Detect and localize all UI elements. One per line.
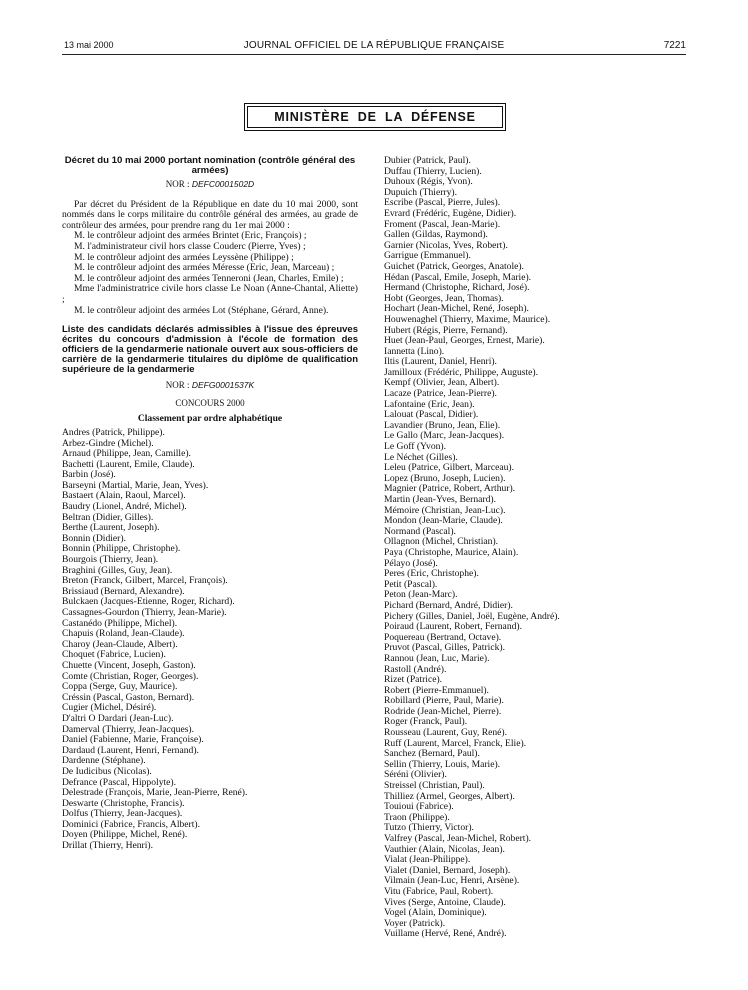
- candidate-name: Le Goff (Yvon).: [384, 441, 447, 453]
- candidate-name: Martin (Jean-Yves, Bernard).: [384, 494, 496, 505]
- candidate-name: Vialet (Daniel, Bernard, Joseph).: [384, 864, 511, 876]
- liste-nor-code: DEFG0001537K: [191, 380, 255, 391]
- candidate-name: Tutzo (Thierry, Victor).: [384, 822, 474, 834]
- candidate-name: Lavandier (Bruno, Jean, Elie).: [384, 419, 501, 431]
- candidate-name: Sanchez (Bernard, Paul).: [384, 748, 480, 760]
- candidate-name: Le Néchet (Gilles).: [384, 451, 458, 463]
- candidate-name: Berthe (Laurent, Joseph).: [62, 522, 160, 534]
- candidate-name: Doyen (Philippe, Michel, René).: [62, 829, 188, 841]
- candidate-name: Magnier (Patrice, Robert, Arthur).: [384, 483, 516, 495]
- candidate-name: Bonnin (Philippe, Christophe).: [62, 543, 181, 555]
- candidate-name: Paya (Christophe, Maurice, Alain).: [384, 546, 519, 558]
- candidate-name: Hubert (Régis, Pierre, Fernand).: [384, 324, 508, 336]
- candidate-name: De Iudicibus (Nicolas).: [62, 765, 152, 777]
- decree-item: M. le contrôleur adjoint des armées Lot (Stéphane, Gérard, Anne).: [74, 304, 329, 316]
- candidate-name: Bourgois (Thierry, Jean).: [62, 554, 159, 566]
- candidate-name: Petit (Pascal).: [384, 578, 438, 590]
- candidate-name: Streissel (Christian, Paul).: [384, 780, 485, 792]
- candidate-name: Bachetti (Laurent, Emile, Claude).: [62, 458, 195, 470]
- candidate-name: Mémoire (Christian, Jean-Luc).: [384, 504, 506, 516]
- candidate-name: Arnaud (Philippe, Jean, Camille).: [62, 448, 191, 460]
- decree-item: M. le contrôleur adjoint des armées Méresse (Eric, Jean, Marceau) ;: [74, 262, 335, 274]
- candidate-name: Daniel (Fabienne, Marie, Françoise).: [62, 734, 204, 746]
- candidate-name: Jamilloux (Frédéric, Philippe, Auguste).: [384, 366, 539, 378]
- candidate-name: Garnier (Nicolas, Yves, Robert).: [384, 239, 508, 251]
- decree-item: M. le contrôleur adjoint des armées Brintet (Eric, François) ;: [74, 230, 307, 242]
- candidate-name: Peres (Eric, Christophe).: [384, 568, 479, 580]
- candidate-name: Dolfus (Thierry, Jean-Jacques).: [62, 808, 183, 820]
- candidate-name: Mondon (Jean-Marie, Claude).: [384, 515, 503, 527]
- candidate-name: Vauthier (Alain, Nicolas, Jean).: [384, 843, 505, 855]
- candidate-name: Escribe (Pascal, Pierre, Jules).: [384, 197, 501, 209]
- candidate-name: Normand (Pascal).: [384, 525, 456, 537]
- candidate-name: Lacaze (Patrice, Jean-Pierre).: [384, 388, 497, 400]
- candidate-name: Pélayo (José).: [384, 557, 438, 569]
- candidate-name: Castanédo (Philippe, Michel).: [62, 617, 178, 629]
- candidate-name: Charoy (Jean-Claude, Albert).: [62, 638, 178, 650]
- candidate-name: Chapuis (Roland, Jean-Claude).: [62, 628, 185, 640]
- candidate-name: Damerval (Thierry, Jean-Jacques).: [62, 723, 195, 735]
- candidate-name: Andres (Patrick, Philippe).: [62, 426, 165, 438]
- candidate-name: Pichery (Gilles, Daniel, Joël, Eugène, André).: [384, 610, 560, 622]
- candidate-name: Froment (Pascal, Jean-Marie).: [384, 218, 501, 230]
- candidate-name: Lopez (Bruno, Joseph, Lucien).: [384, 472, 506, 484]
- candidate-name: Chuette (Vincent, Joseph, Gaston).: [62, 659, 196, 671]
- candidate-name: Cugier (Michel, Désiré).: [62, 702, 157, 714]
- liste-title: Liste des candidats déclarés admissibles à l'issue des épreuves écrites du concours d'admission à l'école de formation des officiers de la gendarmerie nationale ouvert aux sous-officiers de carrière de la gendarmerie titulaires du diplôme de qualification supérieure de la gendarmerie: [62, 324, 358, 376]
- candidate-name: Vialat (Jean-Philippe).: [384, 854, 471, 866]
- candidate-name: Iltis (Laurent, Daniel, Henri).: [384, 356, 497, 368]
- candidate-name: Houwenaghel (Thierry, Maxime, Maurice).: [384, 313, 551, 325]
- candidate-name: Iannetta (Lino).: [384, 345, 445, 357]
- candidate-name: Pruvot (Pascal, Gilles, Patrick).: [384, 642, 505, 654]
- candidate-name: Baudry (Lionel, André, Michel).: [62, 501, 187, 513]
- candidate-name: Ruff (Laurent, Marcel, Franck, Elie).: [384, 737, 527, 749]
- candidate-name: Vuillame (Hervé, René, André).: [384, 928, 507, 940]
- candidate-name: Ollagnon (Michel, Christian).: [384, 536, 499, 548]
- candidate-name: Cassagnes-Gourdon (Thierry, Jean-Marie).: [62, 607, 227, 618]
- candidate-name: Evrard (Frédéric, Eugène, Didier).: [384, 207, 517, 219]
- decree-items: [62, 231, 358, 316]
- decree-item: Mme l'administratrice civile hors classe Le Noan (Anne-Chantal, Aliette) ;: [62, 283, 358, 305]
- candidate-name: Dardaud (Laurent, Henri, Fernand).: [62, 744, 199, 756]
- candidate-name: Hochart (Jean-Michel, René, Joseph).: [384, 303, 529, 315]
- candidate-name: Pichard (Bernard, André, Didier).: [384, 599, 513, 611]
- right-column: [384, 156, 690, 940]
- candidate-name: Lalouat (Pascal, Didier).: [384, 409, 479, 421]
- candidate-name: Robert (Pierre-Emmanuel).: [384, 684, 489, 696]
- candidate-name: Traon (Philippe).: [384, 811, 450, 823]
- candidate-name: Vilmain (Jean-Luc, Henri, Arsène).: [384, 875, 520, 887]
- candidate-name: Vitu (Fabrice, Paul, Robert).: [384, 885, 494, 897]
- candidate-name: Huet (Jean-Paul, Georges, Ernest, Marie).: [384, 335, 545, 347]
- candidate-name: Rousseau (Laurent, Guy, René).: [384, 727, 507, 739]
- candidate-name: Brissiaud (Bernard, Alexandre).: [62, 585, 185, 597]
- names-list-right: [384, 156, 690, 940]
- candidate-name: Lafontaine (Eric, Jean).: [384, 398, 475, 410]
- decree-item: M. l'administrateur civil hors classe Couderc (Pierre, Yves) ;: [74, 240, 306, 252]
- candidate-name: D'altri O Dardari (Jean-Luc).: [62, 712, 174, 724]
- candidate-name: Peton (Jean-Marc).: [384, 589, 458, 601]
- candidate-name: Choquet (Fabrice, Lucien).: [62, 649, 166, 661]
- classement-label: Classement par ordre alphabétique: [137, 413, 283, 425]
- candidate-name: Breton (Franck, Gilbert, Marcel, François).: [62, 575, 228, 587]
- candidate-name: Hédan (Pascal, Emile, Joseph, Marie).: [384, 271, 532, 283]
- decree-title: Décret du 10 mai 2000 portant nomination (contrôle général des armées): [64, 155, 356, 176]
- candidate-name: Créssin (Pascal, Gaston, Bernard).: [62, 691, 195, 703]
- candidate-name: Garrigue (Emmanuel).: [384, 250, 471, 262]
- candidate-name: Séréni (Olivier).: [384, 769, 447, 781]
- candidate-name: Voyer (Patrick).: [384, 917, 446, 929]
- candidate-name: Arbez-Gindre (Michel).: [62, 437, 154, 449]
- candidate-name: Coppa (Serge, Guy, Maurice).: [62, 681, 178, 693]
- candidate-name: Le Gallo (Marc, Jean-Jacques).: [384, 430, 505, 442]
- decree-nor: [62, 179, 358, 190]
- candidate-name: Robillard (Pierre, Paul, Marie).: [384, 695, 504, 707]
- ministry-box: [244, 103, 506, 131]
- candidate-name: Bastaert (Alain, Raoul, Marcel).: [62, 490, 186, 502]
- candidate-name: Poquereau (Bertrand, Octave).: [384, 631, 502, 643]
- candidate-name: Rannou (Jean, Luc, Marie).: [384, 652, 490, 664]
- candidate-name: Defrance (Pascal, Hippolyte).: [62, 776, 177, 788]
- candidate-name: Barseyni (Martial, Marie, Jean, Yves).: [62, 479, 209, 491]
- decree-intro: Par décret du Président de la République en date du 10 mai 2000, sont nommés dans le corps militaire du contrôle général des armées, au grade de contrôleur des armées, pour prendre rang du 1er mai 2000 :: [62, 198, 358, 231]
- candidate-name: Dubier (Patrick, Paul).: [384, 155, 471, 166]
- candidate-name: Comte (Christian, Roger, Georges).: [62, 670, 199, 682]
- decree-item: M. le contrôleur adjoint des armées Leyssène (Philippe) ;: [74, 251, 294, 263]
- left-column: [62, 156, 358, 852]
- candidate-name: Braghini (Gilles, Guy, Jean).: [62, 564, 173, 576]
- candidate-name: Poiraud (Laurent, Robert, Fernand).: [384, 621, 523, 633]
- candidate-name: Delestrade (François, Marie, Jean-Pierre, René).: [62, 787, 248, 799]
- candidate-name: Deswarte (Christophe, Francis).: [62, 797, 185, 809]
- candidate-name: Vogel (Alain, Dominique).: [384, 907, 487, 919]
- candidate-name: Sellin (Thierry, Louis, Marie).: [384, 758, 501, 770]
- candidate-name: Duffau (Thierry, Lucien).: [384, 165, 482, 177]
- header-rule: [62, 54, 686, 55]
- candidate-name: Hobt (Georges, Jean, Thomas).: [384, 292, 504, 304]
- candidate-name: Dominici (Fabrice, Francis, Albert).: [62, 818, 201, 830]
- candidate-name: Rizet (Patrice).: [384, 674, 443, 686]
- candidate-name: Roger (Franck, Paul).: [384, 716, 468, 728]
- candidate-name: Barbin (José).: [62, 469, 116, 481]
- liste-nor: [62, 380, 358, 391]
- candidate-name: Bonnin (Didier).: [62, 532, 126, 544]
- names-list-left: [62, 428, 358, 852]
- candidate-name: Thilliez (Armel, Georges, Albert).: [384, 790, 515, 802]
- candidate-name: Touioui (Fabrice).: [384, 801, 454, 813]
- candidate-name: Valfrey (Pascal, Jean-Michel, Robert).: [384, 833, 532, 844]
- page-number: 7221: [663, 40, 686, 51]
- journal-title: JOURNAL OFFICIEL DE LA RÉPUBLIQUE FRANÇAISE: [243, 40, 505, 51]
- candidate-name: Beltran (Didier, Gilles).: [62, 511, 154, 523]
- candidate-name: Dardenne (Stéphane).: [62, 755, 146, 767]
- liste-nor-label: NOR :: [165, 380, 190, 391]
- decree-nor-label: NOR :: [165, 179, 190, 189]
- header-date: 13 mai 2000: [64, 40, 114, 50]
- candidate-name: Hermand (Christophe, Richard, José).: [384, 282, 530, 294]
- concours-label: CONCOURS 2000: [175, 397, 245, 408]
- candidate-name: Guichet (Patrick, Georges, Anatole).: [384, 260, 524, 272]
- ministry-title: MINISTÈRE DE LA DÉFENSE: [247, 106, 503, 128]
- candidate-name: Vives (Serge, Antoine, Claude).: [384, 896, 506, 908]
- candidate-name: Drillat (Thierry, Henri).: [62, 840, 154, 852]
- candidate-name: Rastoll (André).: [384, 663, 447, 675]
- candidate-name: Duhoux (Régis, Yvon).: [384, 176, 473, 188]
- candidate-name: Rodride (Jean-Michel, Pierre).: [384, 705, 502, 717]
- decree-item: M. le contrôleur adjoint des armées Tenneroni (Jean, Charles, Emile) ;: [74, 272, 344, 284]
- candidate-name: Leleu (Patrice, Gilbert, Marceau).: [384, 462, 514, 474]
- candidate-name: Bulckaen (Jacques-Etienne, Roger, Richard).: [62, 596, 235, 608]
- candidate-name: Gallen (Gildas, Raymond).: [384, 229, 488, 241]
- candidate-name: Kempf (Olivier, Jean, Albert).: [384, 377, 500, 389]
- candidate-name: Dupuich (Thierry).: [384, 186, 457, 198]
- decree-nor-code: DEFC0001502D: [191, 179, 255, 189]
